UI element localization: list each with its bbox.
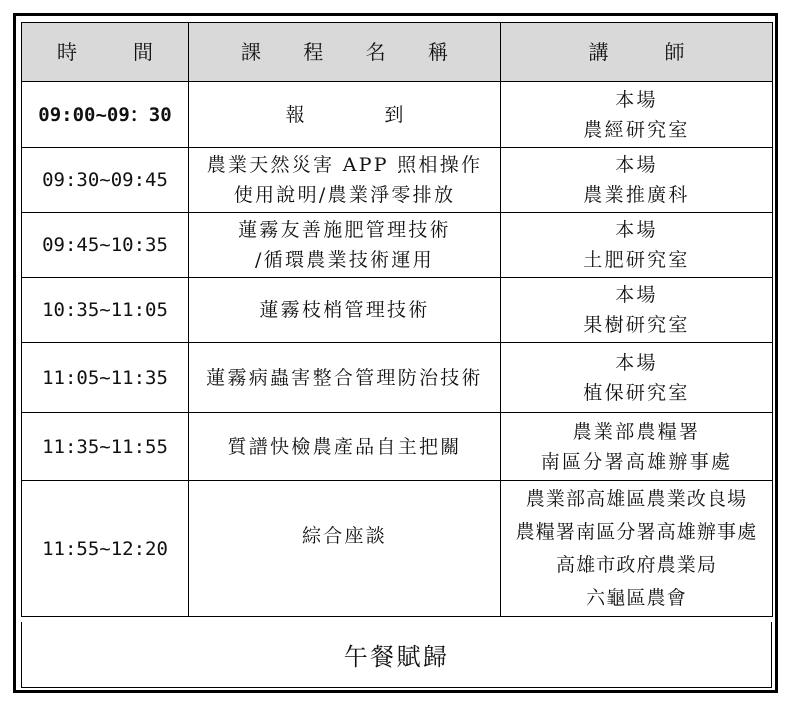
table-row: [22, 343, 773, 413]
course-line: 農業天然災害 APP 照相操作: [206, 154, 483, 176]
instructor-line: 土肥研究室: [583, 249, 690, 271]
course-line: 質譜快檢農產品自主把關: [227, 435, 462, 458]
instructor-line: 農業部高雄區農業改良場: [525, 487, 748, 510]
time-cell: 11:05~11:35: [22, 343, 189, 413]
table-row: [22, 213, 773, 278]
header-instructor: 講 師: [501, 23, 773, 82]
instructor-line: 果樹研究室: [583, 314, 690, 336]
table-row: [22, 278, 773, 343]
table-row: [22, 148, 773, 213]
instructor-line: 本場: [615, 219, 658, 241]
instructor-line: 農經研究室: [583, 118, 690, 141]
instructor-line: 農業推廣科: [583, 184, 690, 206]
instructor-line: 本場: [615, 284, 658, 306]
course-line: 蓮霧友善施肥管理技術: [238, 219, 451, 241]
time-cell: 10:35~11:05: [22, 278, 189, 343]
instructor-line: 植保研究室: [583, 381, 690, 404]
instructor-line: 南區分署高雄辦事處: [540, 450, 733, 473]
instructor-cell: [501, 82, 773, 148]
instructor-line: 農業部農糧署: [572, 420, 701, 443]
time-cell: 11:35~11:55: [22, 413, 189, 481]
course-line: 報 到: [285, 103, 434, 126]
instructor-line: 高雄市政府農業局: [555, 553, 718, 576]
course-cell: [189, 278, 501, 343]
instructor-cell: [501, 343, 773, 413]
instructor-cell: [501, 213, 773, 278]
table-row: [22, 413, 773, 481]
course-cell: [189, 481, 501, 617]
instructor-line: 六龜區農會: [586, 586, 687, 609]
schedule-table: [21, 22, 773, 617]
schedule-frame: [13, 13, 778, 693]
course-line: /循環農業技術運用: [255, 249, 434, 271]
instructor-line: 本場: [615, 154, 658, 176]
instructor-line: 農糧署南區分署高雄辦事處: [515, 520, 758, 543]
instructor-cell: [501, 481, 773, 617]
instructor-line: 本場: [615, 351, 658, 374]
course-line: 蓮霧病蟲害整合管理防治技術: [206, 366, 483, 389]
course-cell: [189, 413, 501, 481]
instructor-cell: [501, 278, 773, 343]
instructor-cell: [501, 413, 773, 481]
time-cell: 09:45~10:35: [22, 213, 189, 278]
course-line: 蓮霧枝梢管理技術: [259, 299, 430, 321]
time-cell: 09:00~09：30: [22, 82, 189, 148]
table-row: [22, 481, 773, 617]
course-line: 綜合座談: [301, 525, 388, 547]
header-course: 課 程 名 稱: [189, 23, 501, 82]
time-cell: 09:30~09:45: [22, 148, 189, 213]
course-line: 使用說明/農業淨零排放: [233, 184, 456, 206]
table-row: [22, 82, 773, 148]
lunch-dismissal-note: 午餐賦歸: [21, 622, 772, 688]
header-row: [22, 23, 773, 82]
instructor-cell: [501, 148, 773, 213]
instructor-line: 本場: [615, 88, 658, 111]
course-cell: [189, 343, 501, 413]
course-cell: [189, 148, 501, 213]
course-cell: [189, 213, 501, 278]
course-cell: [189, 82, 501, 148]
time-cell: 11:55~12:20: [22, 481, 189, 617]
header-time: 時 間: [22, 23, 189, 82]
